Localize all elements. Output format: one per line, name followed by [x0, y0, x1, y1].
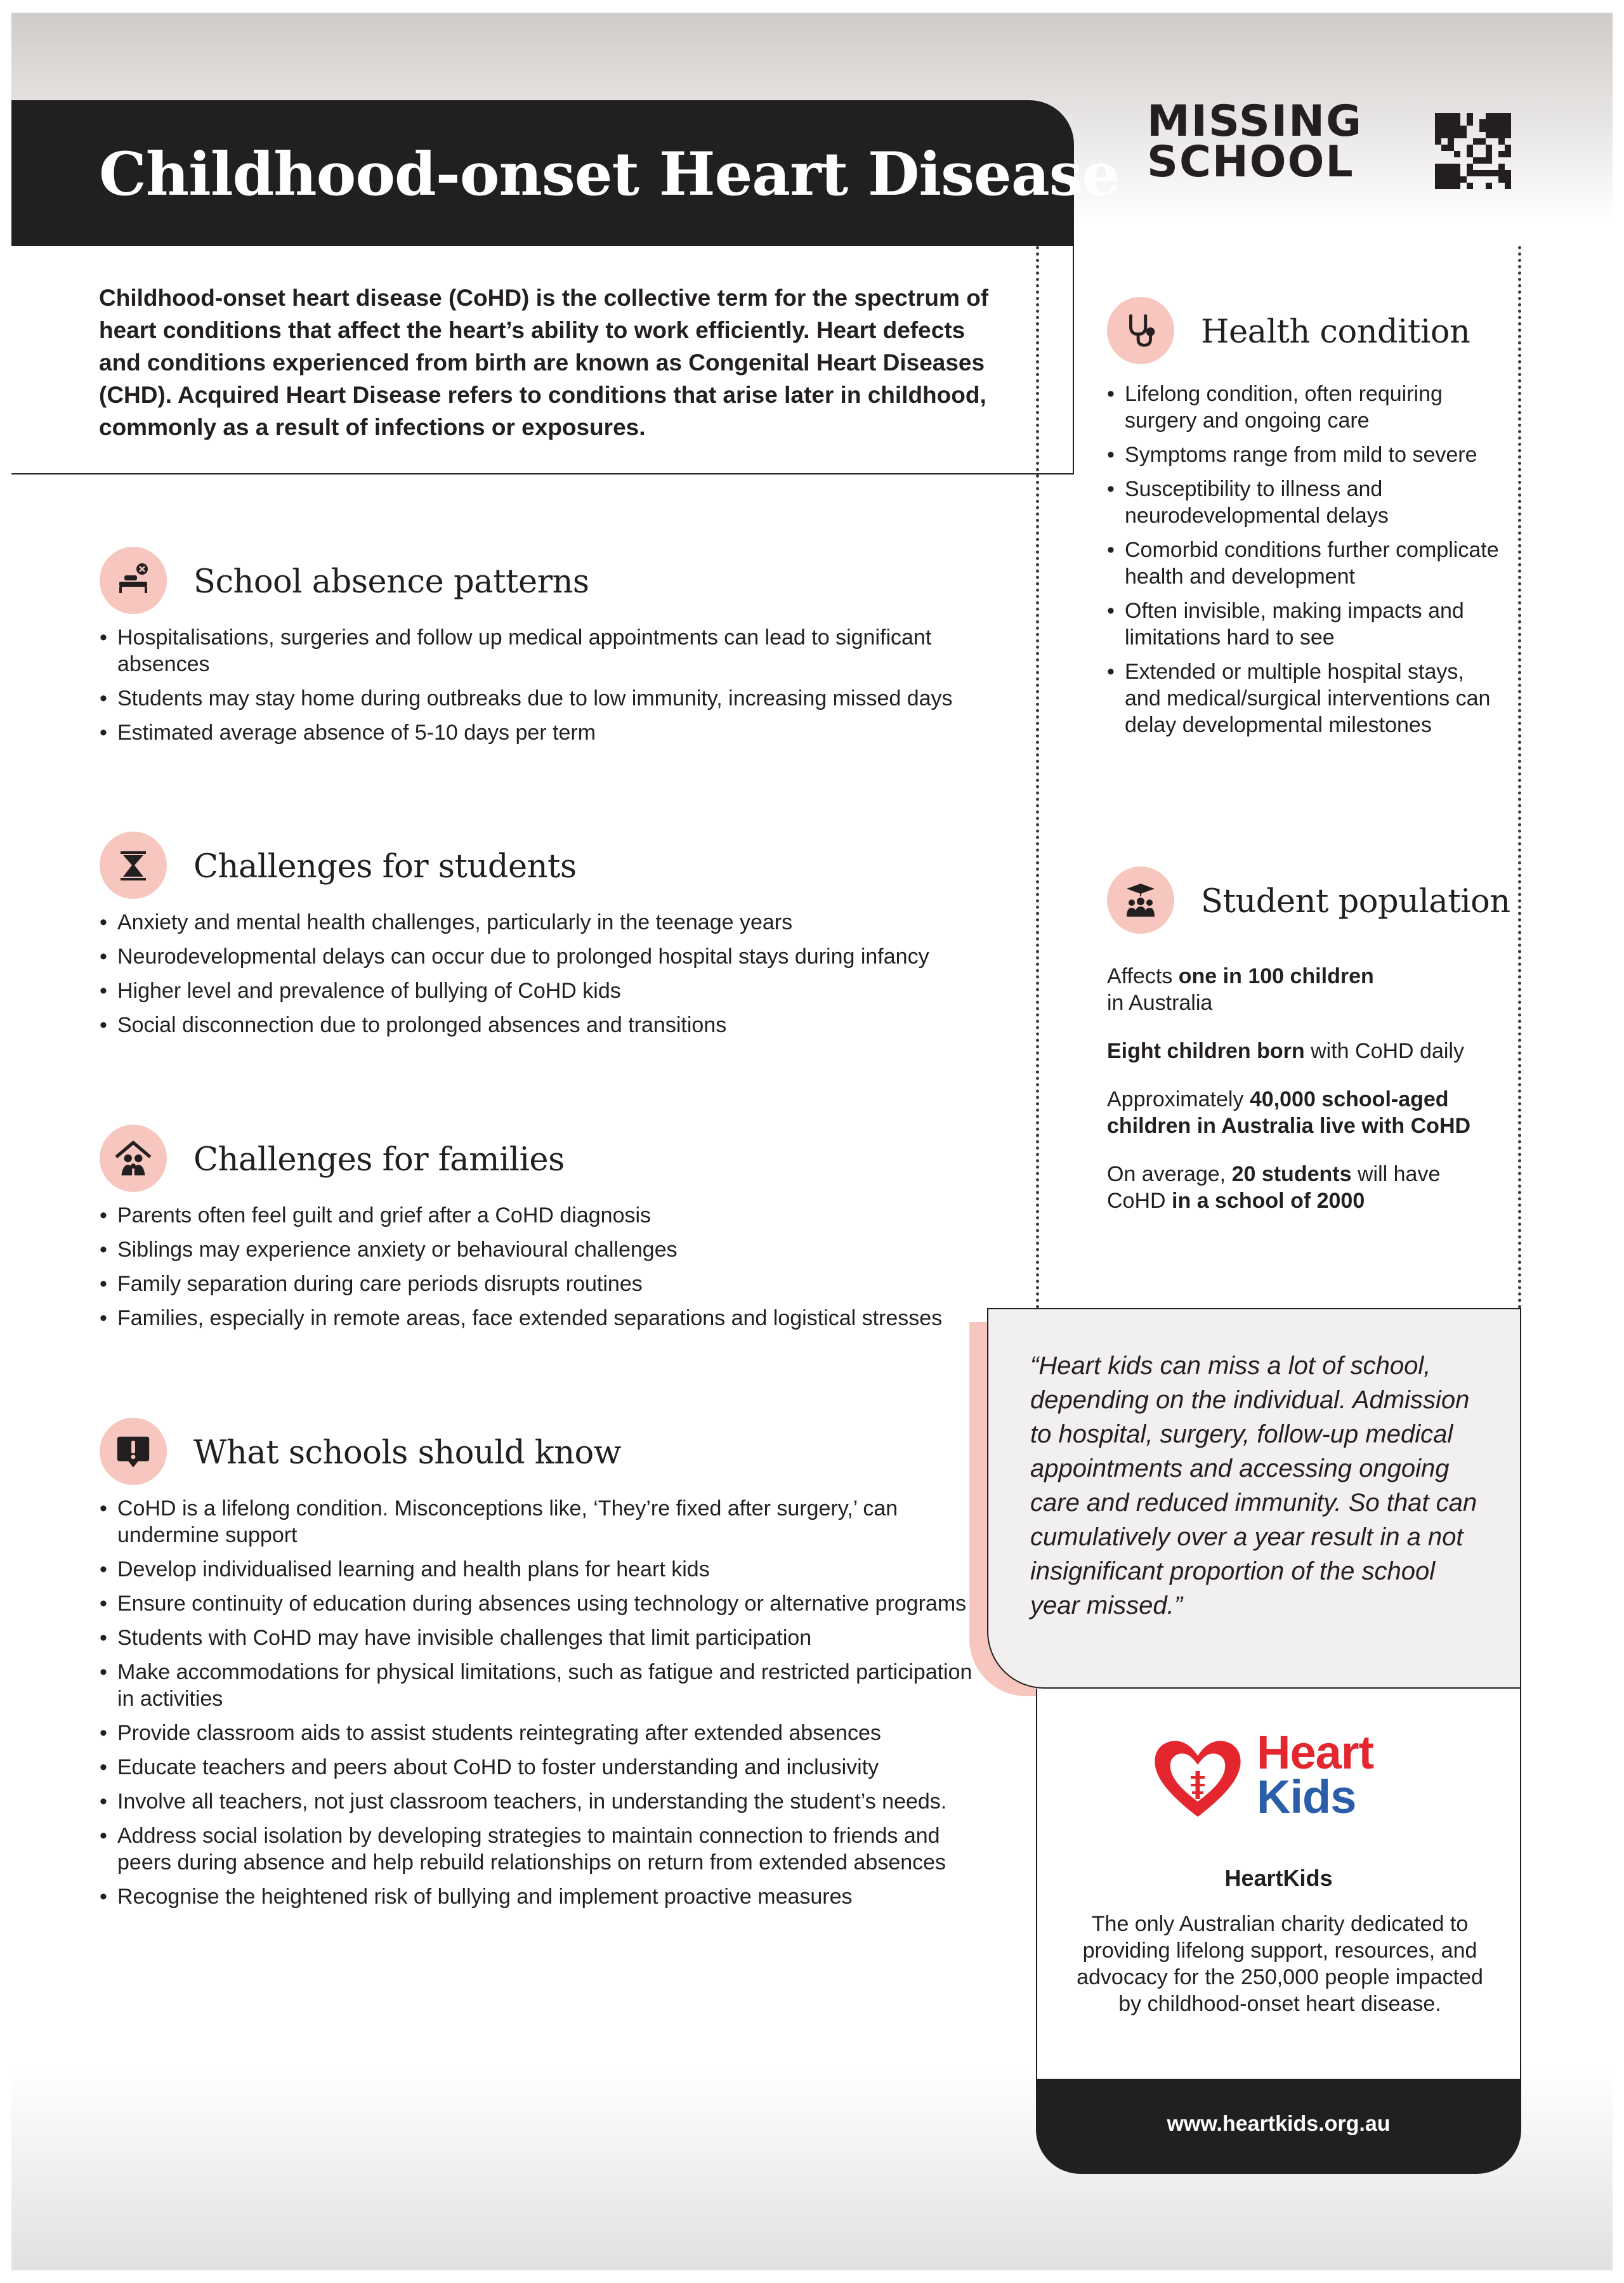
qr-cell	[1435, 119, 1441, 126]
absence-heading: School absence patterns	[193, 563, 589, 601]
qr-cell	[1460, 145, 1467, 151]
qr-cell	[1448, 176, 1454, 183]
qr-cell	[1460, 183, 1467, 189]
section-absence-patterns	[100, 547, 975, 754]
list-item: • Make accommodations for physical limitations, such as fatigue and restricted participation in activities	[100, 1659, 975, 1712]
qr-cell	[1460, 113, 1467, 119]
qr-cell	[1441, 183, 1448, 189]
heartkids-description: The only Australian charity dedicated to providing lifelong support, resources, and advocacy for the 250,000 people impacted by childhood-onset heart disease.	[1077, 1912, 1483, 2016]
qr-cell	[1498, 119, 1505, 126]
qr-cell	[1473, 126, 1479, 132]
list-item: • Often invisible, making impacts and limitations hard to see	[1107, 598, 1500, 651]
qr-cell	[1441, 164, 1448, 170]
qr-cell	[1479, 132, 1486, 138]
qr-cell	[1505, 126, 1511, 132]
population-stat-3: Approximately 40,000 school-aged children in Australia live with CoHD	[1107, 1087, 1471, 1138]
qr-cell	[1454, 151, 1460, 157]
qr-cell	[1448, 126, 1454, 132]
qr-cell	[1448, 164, 1454, 170]
qr-cell	[1435, 157, 1441, 164]
population-stat-1: Affects one in 100 children in Australia	[1107, 964, 1374, 1015]
qr-cell	[1460, 176, 1467, 183]
qr-cell	[1435, 183, 1441, 189]
section-schools-know	[100, 1418, 975, 1918]
qr-cell	[1473, 113, 1479, 119]
qr-cell	[1448, 145, 1454, 151]
qr-cell	[1492, 183, 1498, 189]
list-item: • Estimated average absence of 5-10 days per term	[100, 719, 975, 746]
qr-cell	[1448, 132, 1454, 138]
heartkids-wordmark: Heart Kids	[1257, 1726, 1374, 1823]
students-group-icon	[1107, 867, 1174, 934]
qr-cell	[1435, 170, 1441, 176]
intro-text: Childhood-onset heart disease (CoHD) is the collective term for the spectrum of heart conditions that affect the heart’s ability to work efficiently. Heart defects and conditions experienced from birth are known as Congenital Heart Diseases (CHD). Acquired Heart Disease refers to conditions that arise later in childhood, commonly as a result of infections or exposures.	[99, 285, 989, 440]
qr-cell	[1467, 157, 1473, 164]
qr-cell	[1492, 164, 1498, 170]
qr-cell	[1448, 170, 1454, 176]
qr-cell	[1505, 119, 1511, 126]
qr-cell	[1467, 164, 1473, 170]
qr-cell	[1492, 126, 1498, 132]
qr-cell	[1479, 170, 1486, 176]
qr-cell	[1448, 183, 1454, 189]
qr-cell	[1486, 151, 1492, 157]
qr-cell	[1492, 170, 1498, 176]
families-list	[100, 1202, 975, 1331]
qr-cell	[1486, 126, 1492, 132]
list-item: • Develop individualised learning and health plans for heart kids	[100, 1556, 975, 1583]
list-item: • Anxiety and mental health challenges, particularly in the teenage years	[100, 909, 975, 936]
stethoscope-icon	[1107, 297, 1174, 364]
heart-logo-icon	[1150, 1733, 1245, 1822]
qr-cell	[1441, 157, 1448, 164]
missing-school-logo	[1147, 96, 1363, 197]
list-item: • Students may stay home during outbreaks due to low immunity, increasing missed days	[100, 685, 975, 712]
qr-cell	[1441, 151, 1448, 157]
population-stat-2: Eight children born with CoHD daily	[1107, 1039, 1464, 1063]
qr-cell	[1505, 151, 1511, 157]
qr-cell	[1448, 119, 1454, 126]
students-list	[100, 909, 975, 1038]
qr-cell	[1454, 132, 1460, 138]
list-item: • Social disconnection due to prolonged absences and transitions	[100, 1012, 975, 1038]
heartkids-panel	[1036, 1689, 1521, 2079]
qr-cell	[1492, 132, 1498, 138]
qr-cell	[1498, 170, 1505, 176]
qr-cell	[1460, 138, 1467, 145]
list-item: • Susceptibility to illness and neurodevelopmental delays	[1107, 476, 1500, 529]
qr-cell	[1492, 151, 1498, 157]
qr-cell	[1492, 119, 1498, 126]
qr-cell	[1467, 138, 1473, 145]
list-item: • Extended or multiple hospital stays, and medical/surgical interventions can delay developmental milestones	[1107, 658, 1500, 738]
page-title: Childhood-onset Heart Disease	[99, 140, 1120, 209]
qr-cell	[1486, 164, 1492, 170]
alert-speech-icon	[100, 1418, 167, 1485]
qr-cell	[1467, 132, 1473, 138]
logo-line-2: SCHOOL	[1147, 137, 1354, 187]
students-heading: Challenges for students	[193, 848, 577, 886]
qr-cell	[1498, 126, 1505, 132]
qr-cell	[1435, 164, 1441, 170]
qr-cell	[1441, 176, 1448, 183]
qr-cell	[1454, 157, 1460, 164]
qr-cell	[1479, 164, 1486, 170]
qr-cell	[1435, 145, 1441, 151]
qr-cell	[1460, 132, 1467, 138]
heartkids-url-link[interactable]: www.heartkids.org.au	[1167, 2112, 1391, 2136]
list-item: • Students with CoHD may have invisible challenges that limit participation	[100, 1625, 975, 1651]
qr-cell	[1492, 157, 1498, 164]
list-item: • Families, especially in remote areas, face extended separations and logistical stresses	[100, 1305, 975, 1331]
graduate-hourglass-icon	[100, 832, 167, 899]
qr-cell	[1448, 113, 1454, 119]
qr-cell	[1467, 176, 1473, 183]
qr-cell	[1486, 157, 1492, 164]
section-health-condition	[1107, 297, 1500, 746]
qr-cell	[1492, 113, 1498, 119]
qr-cell	[1473, 151, 1479, 157]
qr-cell	[1505, 170, 1511, 176]
families-heading: Challenges for families	[193, 1141, 565, 1179]
qr-cell	[1460, 126, 1467, 132]
list-item: • Neurodevelopmental delays can occur due to prolonged hospital stays during infancy	[100, 943, 975, 970]
qr-cell	[1473, 170, 1479, 176]
qr-cell	[1498, 151, 1505, 157]
population-stat-4: On average, 20 students will have CoHD in a school of 2000	[1107, 1162, 1441, 1213]
quote-box	[987, 1308, 1521, 1689]
qr-cell	[1498, 176, 1505, 183]
qr-cell	[1492, 145, 1498, 151]
qr-cell	[1460, 157, 1467, 164]
qr-cell	[1467, 119, 1473, 126]
qr-cell	[1479, 157, 1486, 164]
qr-cell	[1454, 138, 1460, 145]
list-item: • Comorbid conditions further complicate health and development	[1107, 537, 1500, 590]
qr-cell	[1498, 138, 1505, 145]
qr-cell	[1505, 145, 1511, 151]
list-item: • Siblings may experience anxiety or behavioural challenges	[100, 1236, 975, 1263]
list-item: • Parents often feel guilt and grief after a CoHD diagnosis	[100, 1202, 975, 1229]
qr-cell	[1460, 170, 1467, 176]
qr-cell	[1460, 164, 1467, 170]
section-student-population	[1107, 867, 1510, 1236]
qr-cell	[1454, 126, 1460, 132]
absence-list	[100, 624, 975, 746]
qr-cell	[1505, 157, 1511, 164]
qr-cell	[1498, 132, 1505, 138]
qr-cell	[1473, 164, 1479, 170]
qr-cell	[1505, 176, 1511, 183]
qr-cell	[1498, 157, 1505, 164]
qr-cell	[1467, 151, 1473, 157]
qr-cell	[1441, 145, 1448, 151]
list-item: • Involve all teachers, not just classroom teachers, in understanding the student’s needs.	[100, 1788, 975, 1815]
qr-cell	[1479, 145, 1486, 151]
heartkids-name: HeartKids	[1224, 1865, 1333, 1891]
qr-cell	[1486, 119, 1492, 126]
section-challenges-families	[100, 1125, 975, 1339]
qr-cell	[1498, 113, 1505, 119]
heartkids-logo	[1150, 1726, 1404, 1828]
list-item: • Recognise the heightened risk of bullying and implement proactive measures	[100, 1883, 975, 1910]
title-bar	[11, 100, 1120, 246]
qr-cell	[1498, 145, 1505, 151]
qr-cell	[1479, 126, 1486, 132]
qr-cell	[1505, 183, 1511, 189]
qr-cell	[1454, 176, 1460, 183]
qr-cell	[1467, 126, 1473, 132]
qr-cell	[1505, 132, 1511, 138]
qr-code-icon[interactable]	[1435, 113, 1511, 189]
qr-cell	[1486, 170, 1492, 176]
qr-cell	[1486, 138, 1492, 145]
qr-cell	[1486, 113, 1492, 119]
qr-cell	[1473, 132, 1479, 138]
qr-cell	[1460, 119, 1467, 126]
list-item: • Higher level and prevalence of bullying of CoHD kids	[100, 978, 975, 1004]
list-item: • Ensure continuity of education during absences using technology or alternative programs	[100, 1590, 975, 1617]
qr-cell	[1473, 157, 1479, 164]
qr-cell	[1498, 164, 1505, 170]
qr-cell	[1473, 176, 1479, 183]
qr-cell	[1435, 126, 1441, 132]
family-home-icon	[100, 1125, 167, 1192]
population-heading: Student population	[1201, 883, 1510, 920]
section-challenges-students	[100, 832, 975, 1046]
qr-cell	[1441, 113, 1448, 119]
qr-cell	[1441, 126, 1448, 132]
qr-cell	[1454, 170, 1460, 176]
qr-cell	[1505, 113, 1511, 119]
qr-cell	[1492, 176, 1498, 183]
qr-cell	[1441, 138, 1448, 145]
heartkids-footer	[1036, 2079, 1521, 2174]
qr-cell	[1448, 138, 1454, 145]
health-heading: Health condition	[1201, 313, 1470, 351]
qr-cell	[1435, 132, 1441, 138]
qr-cell	[1505, 138, 1511, 145]
qr-cell	[1479, 183, 1486, 189]
list-item: • Provide classroom aids to assist students reintegrating after extended absences	[100, 1720, 975, 1746]
qr-cell	[1435, 151, 1441, 157]
qr-cell	[1454, 119, 1460, 126]
qr-cell	[1448, 157, 1454, 164]
logo-line-1: MISSING	[1147, 96, 1363, 147]
qr-cell	[1467, 113, 1473, 119]
list-item: • Family separation during care periods disrupts routines	[100, 1271, 975, 1297]
qr-cell	[1441, 132, 1448, 138]
list-item: • Symptoms range from mild to severe	[1107, 442, 1500, 468]
qr-cell	[1467, 145, 1473, 151]
qr-cell	[1454, 183, 1460, 189]
qr-cell	[1435, 176, 1441, 183]
hospital-bed-icon	[100, 547, 167, 614]
qr-cell	[1467, 183, 1473, 189]
qr-cell	[1473, 119, 1479, 126]
qr-cell	[1441, 119, 1448, 126]
qr-cell	[1441, 170, 1448, 176]
qr-cell	[1479, 119, 1486, 126]
quote-text: “Heart kids can miss a lot of school, depending on the individual. Admission to hospital, surgery, follow-up medical appointments and accessing ongoing care and reduced immunity. So that can cumulatively over a year result in a not insignificant proportion of the school year missed.”	[1030, 1352, 1477, 1619]
list-item: • Address social isolation by developing strategies to maintain connection to friends and peers during absence and help rebuild relationships on return from extended absences	[100, 1822, 975, 1876]
qr-cell	[1479, 151, 1486, 157]
qr-cell	[1454, 145, 1460, 151]
qr-cell	[1486, 132, 1492, 138]
qr-cell	[1505, 164, 1511, 170]
qr-cell	[1467, 170, 1473, 176]
qr-cell	[1479, 113, 1486, 119]
qr-cell	[1486, 145, 1492, 151]
qr-cell	[1486, 183, 1492, 189]
qr-cell	[1435, 138, 1441, 145]
qr-cell	[1454, 113, 1460, 119]
list-item: • Educate teachers and peers about CoHD to foster understanding and inclusivity	[100, 1754, 975, 1781]
qr-cell	[1460, 151, 1467, 157]
qr-cell	[1479, 176, 1486, 183]
list-item: • CoHD is a lifelong condition. Misconceptions like, ‘They’re fixed after surgery,’ can undermine support	[100, 1495, 975, 1548]
qr-cell	[1435, 113, 1441, 119]
qr-cell	[1454, 164, 1460, 170]
qr-cell	[1492, 138, 1498, 145]
qr-cell	[1479, 138, 1486, 145]
qr-cell	[1473, 145, 1479, 151]
qr-cell	[1498, 183, 1505, 189]
list-item: • Lifelong condition, often requiring surgery and ongoing care	[1107, 381, 1500, 434]
schools-list	[100, 1495, 975, 1910]
list-item: • Hospitalisations, surgeries and follow up medical appointments can lead to significant absences	[100, 624, 975, 677]
schools-heading: What schools should know	[193, 1434, 621, 1472]
qr-cell	[1486, 176, 1492, 183]
health-list	[1107, 381, 1500, 738]
qr-cell	[1473, 183, 1479, 189]
qr-cell	[1448, 151, 1454, 157]
intro-box	[11, 246, 1074, 474]
qr-cell	[1473, 138, 1479, 145]
